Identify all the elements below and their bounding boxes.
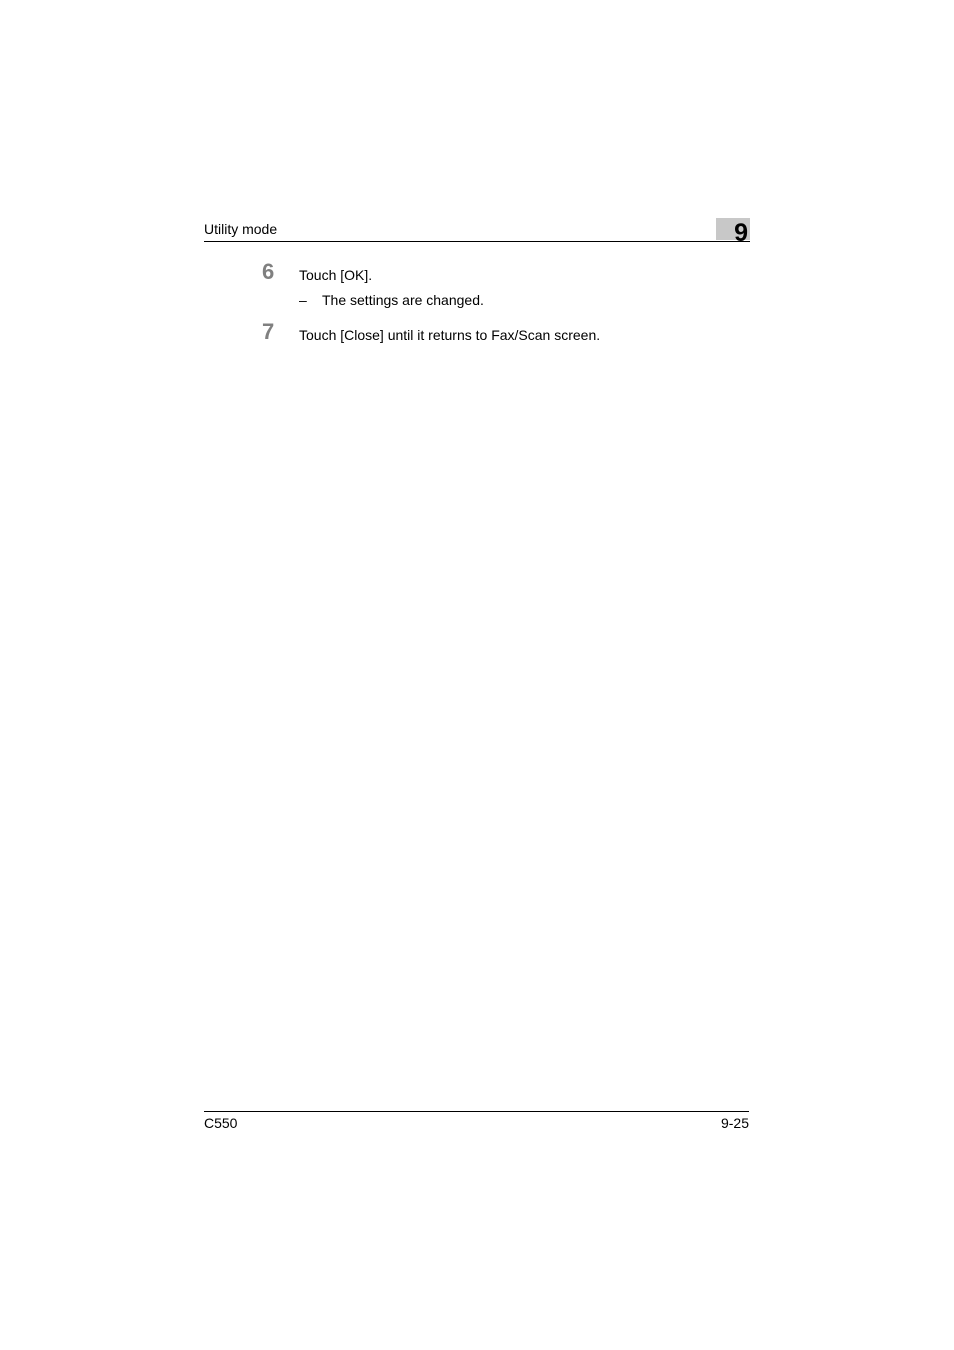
chapter-tab xyxy=(716,218,750,247)
step-number: 7 xyxy=(262,319,275,344)
header-divider xyxy=(204,241,750,242)
chapter-number: 9 xyxy=(734,219,748,247)
step-number: 6 xyxy=(262,259,275,284)
footer-page-number: 9-25 xyxy=(720,1115,749,1131)
footer-model: C550 xyxy=(204,1115,238,1131)
footer-divider xyxy=(204,1111,749,1112)
step-text: Touch [Close] until it returns to Fax/Scan screen. xyxy=(299,327,601,343)
header-title: Utility mode xyxy=(204,221,278,237)
step-text: Touch [OK]. xyxy=(299,267,373,283)
sub-item-bullet: – xyxy=(299,292,307,308)
sub-item-text: The settings are changed. xyxy=(322,292,484,308)
